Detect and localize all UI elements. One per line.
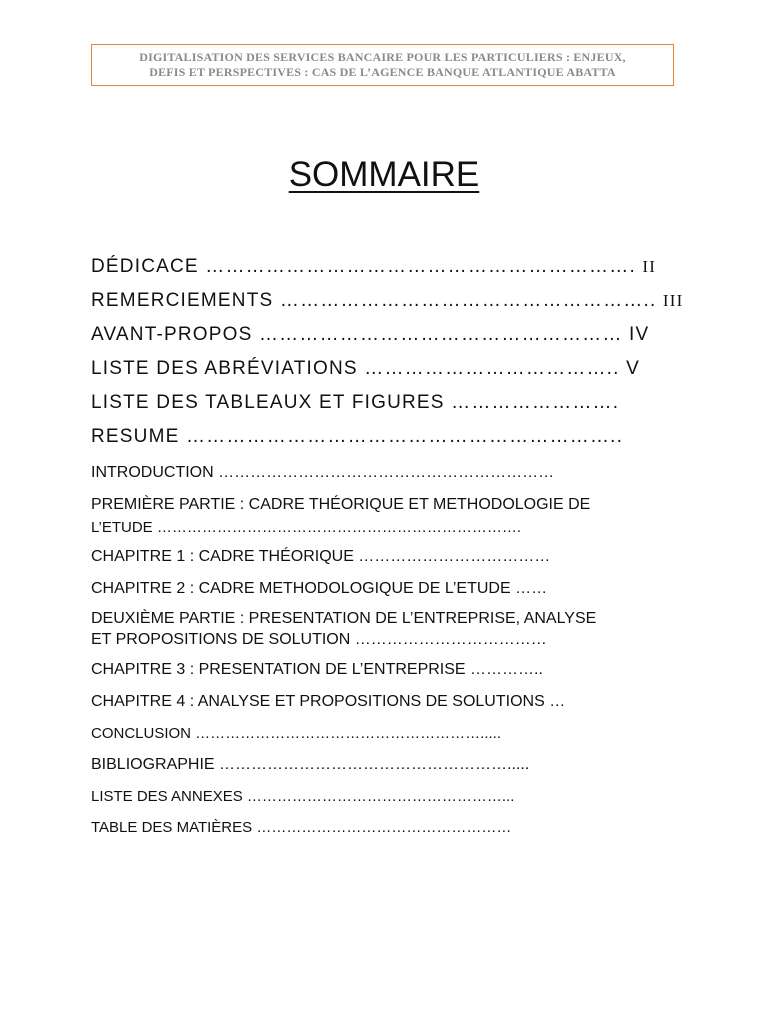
toc-entry-deuxieme-partie-cont: ET PROPOSITIONS DE SOLUTION ……………………………… <box>91 631 547 648</box>
toc-entry-conclusion: CONCLUSION …………………………………………………..... <box>91 725 502 742</box>
toc-entry-avant-propos: AVANT-PROPOS ……………………………………………… IV <box>91 324 650 345</box>
toc-entry-premiere-partie: PREMIÈRE PARTIE : CADRE THÉORIQUE ET METHODOLOGIE DE <box>91 496 591 513</box>
toc-entry-page: II <box>642 257 657 276</box>
toc-entry-bibliographie: BIBLIOGRAPHIE ………………………………………………..... <box>91 756 530 773</box>
toc-entry-introduction: INTRODUCTION ……………………………………………………… <box>91 464 555 481</box>
toc-entry-page: III <box>662 291 684 310</box>
toc-entry-chapitre-3: CHAPITRE 3 : PRESENTATION DE L’ENTREPRISE ………….. <box>91 661 543 678</box>
toc-entry-dedicace <box>91 256 656 278</box>
toc-entry-table-matieres: TABLE DES MATIÈRES …………………………………………… <box>91 819 512 836</box>
toc-entry-text: REMERCIEMENTS ……………………………………………….. <box>91 290 663 311</box>
toc-entry-deuxieme-partie: DEUXIÈME PARTIE : PRESENTATION DE L’ENTREPRISE, ANALYSE <box>91 610 597 627</box>
toc-entry-abreviations: LISTE DES ABRÉVIATIONS ……………………………….. V <box>91 358 640 379</box>
document-header-text <box>139 50 626 80</box>
page-title: SOMMAIRE <box>288 155 480 194</box>
toc-entry-chapitre-1: CHAPITRE 1 : CADRE THÉORIQUE ……………………………… <box>91 548 551 565</box>
toc-entry-annexes: LISTE DES ANNEXES ……………………………………………... <box>91 788 515 805</box>
toc-entry-text: DÉDICACE ………………………………………………………. <box>91 256 643 277</box>
toc-entry-tableaux-figures: LISTE DES TABLEAUX ET FIGURES ……………………. <box>91 392 620 413</box>
toc-entry-resume: RESUME ……………………………………………………….. <box>91 426 624 447</box>
toc-entry-premiere-partie-cont: L’ETUDE ………………………………………………………………. <box>91 519 522 536</box>
header-line-1: DIGITALISATION DES SERVICES BANCAIRE POUR LES PARTICULIERS : ENJEUX, <box>139 50 626 64</box>
document-header-box <box>91 44 674 86</box>
toc-entry-remerciements <box>91 290 684 312</box>
toc-entry-chapitre-4: CHAPITRE 4 : ANALYSE ET PROPOSITIONS DE SOLUTIONS … <box>91 693 566 710</box>
header-line-2: DEFIS ET PERSPECTIVES : CAS DE L’AGENCE BANQUE ATLANTIQUE ABATTA <box>149 65 616 79</box>
toc-entry-chapitre-2: CHAPITRE 2 : CADRE METHODOLOGIQUE DE L’ETUDE …… <box>91 580 548 597</box>
